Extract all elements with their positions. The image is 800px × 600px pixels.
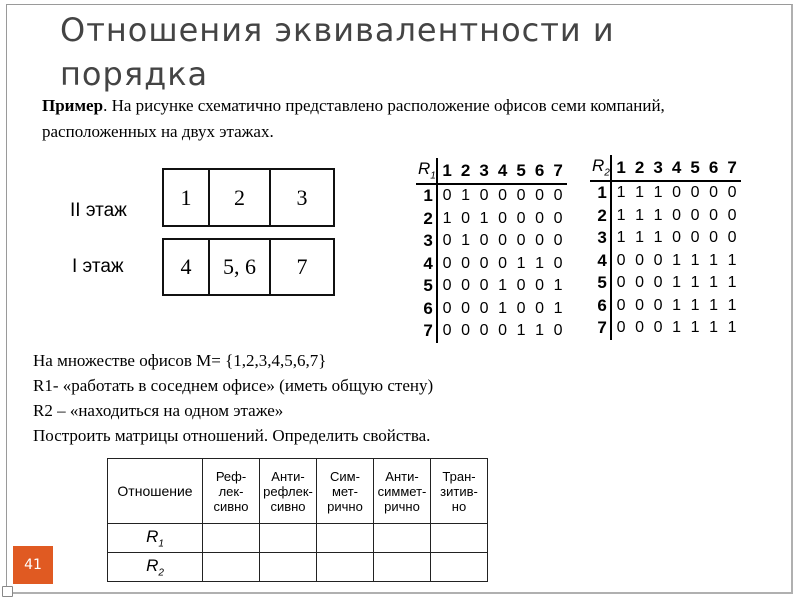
matrix-cell: 1	[479, 209, 489, 227]
matrix-cell: 1	[672, 274, 682, 292]
matrix-row-header: 4	[590, 250, 611, 273]
matrix-cell: 0	[709, 229, 719, 247]
matrix-cell: 0	[461, 254, 471, 272]
matrix-cell: 1	[498, 277, 508, 295]
matrix-cell: 1	[727, 296, 737, 314]
matrix-cell: 1	[635, 229, 645, 247]
office-cell: 4	[163, 239, 209, 295]
matrix-cell: 0	[498, 322, 508, 340]
matrix-cell: 0	[479, 187, 489, 205]
matrix-cell: 0	[672, 229, 682, 247]
property-answer-cell[interactable]	[374, 553, 431, 582]
property-header	[317, 459, 374, 524]
matrix-cell: 1	[516, 254, 526, 272]
matrix-cell: 0	[653, 274, 663, 292]
matrix-cell: 0	[516, 277, 526, 295]
matrix-row-header: 2	[590, 205, 611, 228]
matrix-cell: 0	[653, 296, 663, 314]
matrix-row-header: 1	[590, 181, 611, 205]
office-cell: 1	[163, 169, 209, 226]
matrix-cell: 0	[498, 232, 508, 250]
matrix-cell: 0	[479, 232, 489, 250]
matrix-r2	[590, 155, 741, 340]
matrix-cell: 0	[709, 206, 719, 224]
matrix-cell: 1	[690, 251, 700, 269]
matrix-cell: 0	[616, 274, 626, 292]
matrix-cell: 1	[653, 229, 663, 247]
frame-corner-marker	[2, 586, 13, 597]
matrix-cell: 1	[727, 251, 737, 269]
matrix-cell: 0	[461, 299, 471, 317]
matrix-col-header: 3	[649, 155, 668, 181]
matrix-row-header: 6	[590, 295, 611, 318]
upper-floor-plan	[162, 168, 335, 227]
matrix-cell: 0	[516, 209, 526, 227]
matrix-col-header: 6	[530, 158, 549, 184]
matrix-cell: 1	[442, 209, 452, 227]
matrix-cell: 0	[535, 187, 545, 205]
office-cell: 5, 6	[209, 239, 270, 295]
property-answer-cell[interactable]	[374, 524, 431, 553]
intro-paragraph	[42, 93, 732, 145]
matrix-row	[416, 230, 567, 253]
matrix-cell: 0	[442, 187, 452, 205]
matrix-cell: 0	[442, 322, 452, 340]
matrix-cell: 0	[727, 184, 737, 202]
property-header	[260, 459, 317, 524]
matrix-col-header: 4	[667, 155, 686, 181]
matrix-row	[590, 181, 741, 205]
matrix-row-header: 1	[416, 184, 437, 208]
matrix-cell: 0	[616, 251, 626, 269]
matrix-cell: 0	[498, 209, 508, 227]
matrix-cell: 1	[690, 319, 700, 337]
property-header-line: рично	[327, 498, 363, 514]
matrix-cell: 1	[672, 251, 682, 269]
matrix-cell: 0	[635, 274, 645, 292]
matrix-row-header: 5	[590, 272, 611, 295]
matrix-cell: 1	[709, 251, 719, 269]
matrix-cell: 0	[690, 184, 700, 202]
matrix-r1	[416, 158, 567, 343]
task-list	[33, 348, 633, 448]
matrix-cell: 0	[442, 254, 452, 272]
matrix-cell: 1	[616, 229, 626, 247]
matrix-cell: 1	[727, 319, 737, 337]
matrix-row-header: 7	[590, 317, 611, 340]
property-answer-cell[interactable]	[317, 553, 374, 582]
matrix-row	[590, 205, 741, 228]
intro-bold: Пример	[42, 96, 104, 115]
matrix-cell: 0	[498, 187, 508, 205]
matrix-col-header: 7	[549, 158, 568, 184]
matrix-row-header: 2	[416, 208, 437, 231]
matrix-row	[590, 317, 741, 340]
matrix-cell: 0	[535, 299, 545, 317]
matrix-cell: 1	[709, 319, 719, 337]
matrix-r1-corner: $R_1$	[416, 158, 437, 184]
matrix-cell: 1	[690, 296, 700, 314]
task-line: На множестве офисов M= {1,2,3,4,5,6,7}	[33, 351, 327, 370]
matrix-row	[416, 253, 567, 276]
matrix-row	[590, 295, 741, 318]
matrix-cell: 1	[672, 319, 682, 337]
matrix-cell: 1	[553, 299, 563, 317]
property-row	[108, 524, 488, 553]
matrix-cell: 0	[498, 254, 508, 272]
office-cell: 3	[270, 169, 334, 226]
matrix-cell: 1	[653, 184, 663, 202]
matrix-row-header: 5	[416, 275, 437, 298]
relation-label: $R_2$	[108, 553, 203, 582]
property-header-line: лек-	[218, 483, 244, 499]
matrix-r2-corner: $R_2$	[590, 155, 611, 181]
matrix-cell: 0	[727, 229, 737, 247]
matrix-cell: 1	[516, 322, 526, 340]
matrix-col-header: 6	[704, 155, 723, 181]
matrix-cell: 1	[616, 206, 626, 224]
matrix-col-header: 7	[723, 155, 742, 181]
matrix-cell: 0	[709, 184, 719, 202]
matrix-cell: 0	[535, 232, 545, 250]
matrix-cell: 0	[690, 229, 700, 247]
office-cell: 2	[209, 169, 270, 226]
matrix-col-header: 2	[630, 155, 649, 181]
property-header	[431, 459, 488, 524]
matrix-cell: 1	[616, 184, 626, 202]
matrix-row	[416, 320, 567, 343]
matrix-cell: 0	[461, 277, 471, 295]
matrix-cell: 1	[535, 322, 545, 340]
matrix-cell: 0	[635, 296, 645, 314]
matrix-row-header: 7	[416, 320, 437, 343]
matrix-cell: 1	[709, 274, 719, 292]
office-cell: 7	[270, 239, 334, 295]
matrix-cell: 0	[461, 209, 471, 227]
property-header-line: Анти-	[271, 468, 305, 484]
matrix-cell: 0	[635, 319, 645, 337]
matrix-cell: 0	[690, 206, 700, 224]
matrix-col-header: 4	[493, 158, 512, 184]
matrix-cell: 0	[635, 251, 645, 269]
matrix-cell: 0	[672, 184, 682, 202]
matrix-cell: 0	[479, 254, 489, 272]
matrix-cell: 1	[535, 254, 545, 272]
property-header-line: симмет-	[377, 483, 427, 499]
matrix-row	[416, 208, 567, 231]
property-answer-cell[interactable]	[260, 524, 317, 553]
matrix-cell: 0	[616, 296, 626, 314]
matrix-cell: 0	[461, 322, 471, 340]
matrix-col-header: 1	[437, 158, 457, 184]
matrix-cell: 0	[653, 251, 663, 269]
matrix-cell: 0	[672, 206, 682, 224]
property-header-line: но	[451, 498, 467, 514]
property-answer-cell[interactable]	[431, 524, 488, 553]
matrix-cell: 0	[553, 209, 563, 227]
property-header-line: сивно	[270, 498, 306, 514]
matrix-cell: 0	[442, 299, 452, 317]
property-header-line: Анти-	[385, 468, 419, 484]
matrix-cell: 0	[727, 206, 737, 224]
property-header-line: рично	[384, 498, 420, 514]
matrix-cell: 1	[498, 299, 508, 317]
property-header-line: зитив-	[440, 483, 478, 499]
matrix-cell: 0	[442, 232, 452, 250]
matrix-cell: 0	[553, 232, 563, 250]
matrix-cell: 0	[553, 187, 563, 205]
matrix-col-header: 3	[475, 158, 494, 184]
matrix-cell: 0	[442, 277, 452, 295]
matrix-row	[416, 184, 567, 208]
property-answer-cell[interactable]	[203, 524, 260, 553]
matrix-cell: 1	[461, 232, 471, 250]
property-header-line: Реф-	[215, 468, 247, 484]
matrix-row-header: 4	[416, 253, 437, 276]
properties-table	[107, 458, 488, 582]
matrix-cell: 0	[479, 322, 489, 340]
property-header-line: Тран-	[442, 468, 476, 484]
matrix-cell: 0	[516, 232, 526, 250]
relation-header: Отношение	[108, 459, 203, 524]
task-line: R1- «работать в соседнем офисе» (иметь общую стену)	[33, 376, 434, 395]
property-answer-cell[interactable]	[260, 553, 317, 582]
matrix-col-header: 5	[512, 158, 531, 184]
intro-text: . На рисунке схематично представлено расположение офисов семи компаний, расположенных на двух этажах.	[42, 96, 665, 141]
property-header-line: рефлек-	[263, 483, 313, 499]
property-header-line: мет-	[331, 483, 359, 499]
matrix-cell: 0	[516, 299, 526, 317]
property-answer-cell[interactable]	[203, 553, 260, 582]
property-row	[108, 553, 488, 582]
property-header-line: Сим-	[330, 468, 360, 484]
matrix-cell: 1	[653, 206, 663, 224]
matrix-row-header: 6	[416, 298, 437, 321]
upper-floor-label: II этаж	[70, 200, 127, 221]
matrix-cell: 0	[479, 277, 489, 295]
matrix-cell: 0	[653, 319, 663, 337]
lower-floor-label: I этаж	[72, 256, 124, 277]
matrix-cell: 0	[616, 319, 626, 337]
matrix-cell: 0	[553, 322, 563, 340]
matrix-row	[416, 275, 567, 298]
matrix-cell: 1	[672, 296, 682, 314]
matrix-cell: 0	[535, 209, 545, 227]
page-number-badge: 41	[13, 546, 53, 584]
matrix-col-header: 5	[686, 155, 705, 181]
relation-label: $R_1$	[108, 524, 203, 553]
property-header-line: сивно	[213, 498, 249, 514]
matrix-row-header: 3	[590, 227, 611, 250]
matrix-cell: 1	[461, 187, 471, 205]
matrix-row	[590, 250, 741, 273]
matrix-row	[590, 272, 741, 295]
matrix-cell: 1	[635, 206, 645, 224]
slide-title: Отношения эквивалентности и порядка	[60, 11, 615, 93]
matrix-cell: 1	[709, 296, 719, 314]
matrix-cell: 0	[516, 187, 526, 205]
task-line: R2 – «находиться на одном этаже»	[33, 401, 284, 420]
lower-floor-plan	[162, 238, 335, 296]
property-header	[374, 459, 431, 524]
matrix-cell: 1	[635, 184, 645, 202]
matrix-cell: 1	[553, 277, 563, 295]
task-line: Построить матрицы отношений. Определить свойства.	[33, 426, 431, 445]
property-answer-cell[interactable]	[317, 524, 374, 553]
matrix-cell: 0	[479, 299, 489, 317]
matrix-cell: 0	[535, 277, 545, 295]
matrix-row-header: 3	[416, 230, 437, 253]
property-answer-cell[interactable]	[431, 553, 488, 582]
matrix-row	[416, 298, 567, 321]
matrix-col-header: 1	[611, 155, 631, 181]
matrix-col-header: 2	[456, 158, 475, 184]
matrix-row	[590, 227, 741, 250]
matrix-cell: 0	[553, 254, 563, 272]
matrix-cell: 1	[690, 274, 700, 292]
property-header	[203, 459, 260, 524]
matrix-cell: 1	[727, 274, 737, 292]
